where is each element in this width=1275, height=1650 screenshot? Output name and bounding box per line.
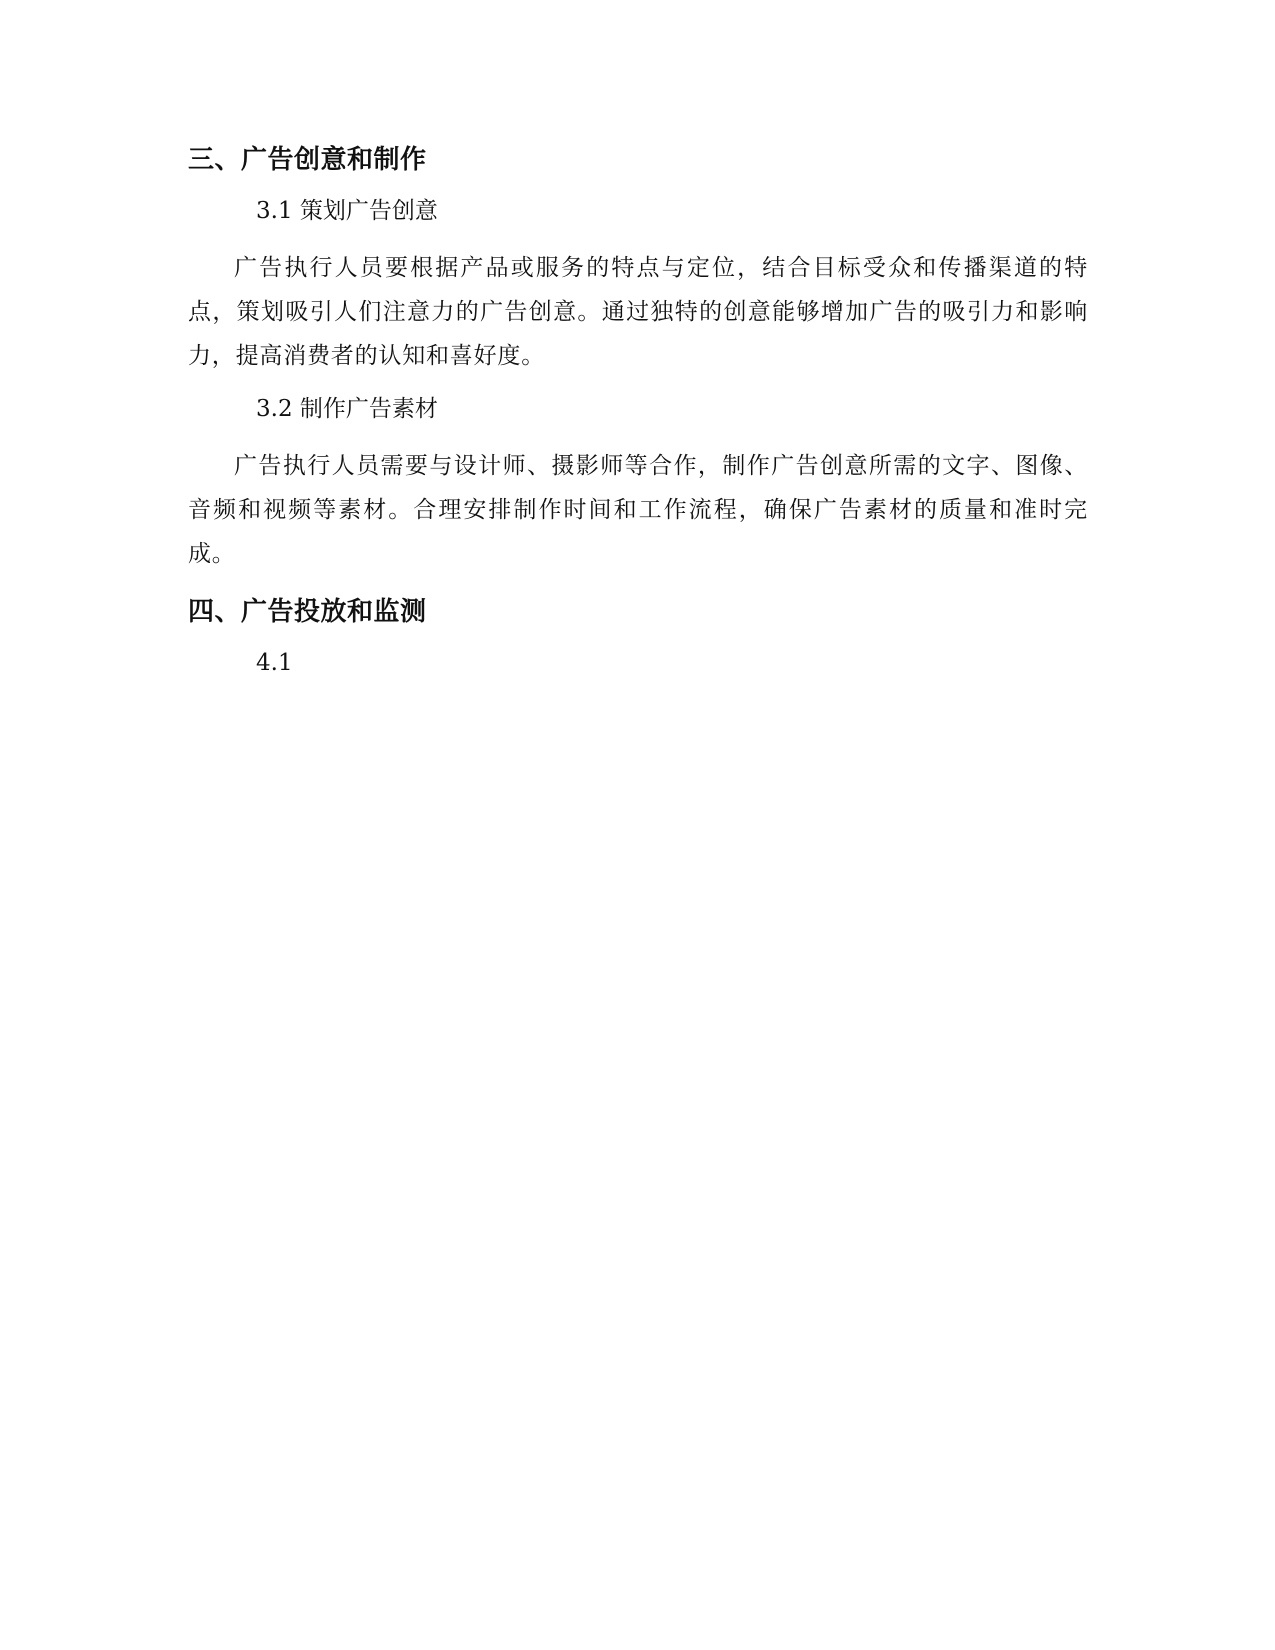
subsection-heading: 3.1 策划广告创意 (256, 198, 438, 224)
document-content (188, 140, 1088, 680)
subsection-heading: 4.1 (256, 650, 293, 676)
section-title: 三、广告创意和制作 (188, 145, 427, 175)
section-title: 四、广告投放和监测 (188, 597, 427, 627)
subsection-heading: 3.2 制作广告素材 (256, 396, 438, 422)
body-paragraph: 广告执行人员要根据产品或服务的特点与定位，结合目标受众和传播渠道的特点，策划吸引人们注意力的广告创意。通过独特的创意能够增加广告的吸引力和影响力，提高消费者的认知和喜好度。 (188, 255, 1088, 369)
body-paragraph: 广告执行人员需要与设计师、摄影师等合作，制作广告创意所需的文字、图像、音频和视频等素材。合理安排制作时间和工作流程，确保广告素材的质量和准时完成。 (188, 453, 1088, 567)
